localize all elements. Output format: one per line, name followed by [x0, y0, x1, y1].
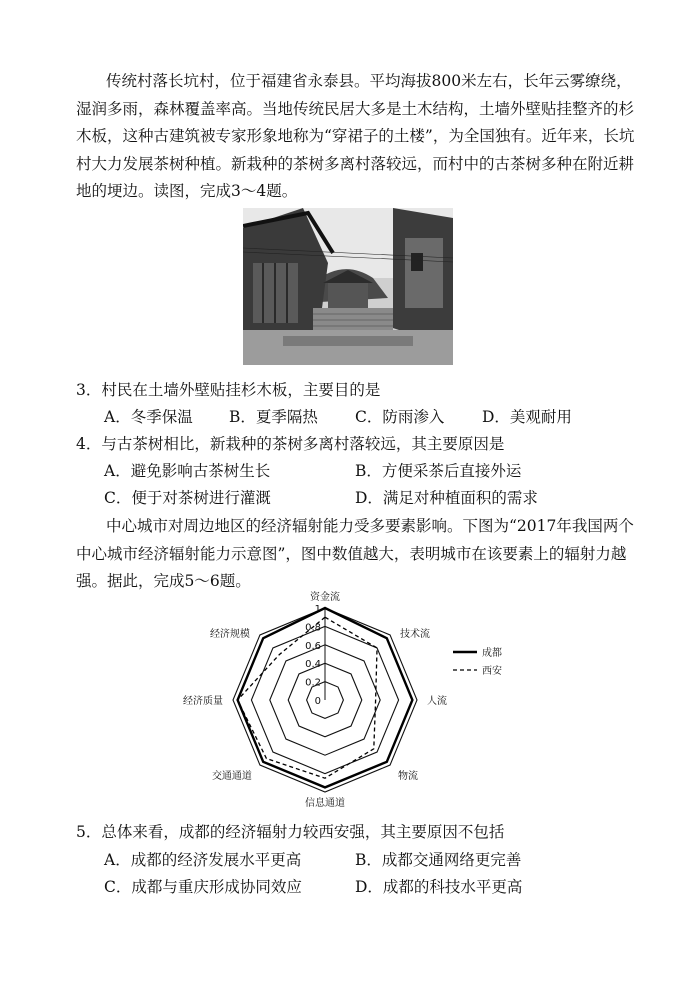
tick-label: 0 — [314, 696, 321, 707]
q4-option-b: B．方便采茶后直接外运 — [355, 462, 522, 480]
tick-label: 0.6 — [305, 640, 321, 652]
question-4-stem: 4．与古茶树相比，新栽种的茶树多离村落较远，其主要原因是 — [76, 435, 505, 453]
radar-chart — [170, 590, 520, 810]
tick-label: 0.2 — [305, 677, 321, 689]
q4-option-c: C．便于对茶树进行灌溉 — [104, 489, 271, 507]
passage-radiation: 中心城市对周边地区的经济辐射能力受多要素影响。下图为“2017年我国两个中心城市经济辐射能力示意图”，图中数值越大，表明城市在该要素上的辐射力越强。据此，完成5～6题。 — [76, 517, 634, 590]
q3-option-c: C．防雨渗入 — [355, 408, 445, 426]
passage-village: 传统村落长坑村，位于福建省永泰县。平均海拔800米左右，长年云雾缭绕，湿润多雨，森林覆盖率高。当地传统民居大多是土木结构，土墙外壁贴挂整齐的杉木板，这种古建筑被专家形象地称为“穿裙子的土楼”，为全国独有。近年来，长坑村大力发展茶树种植。新栽种的茶树多离村落较远，而村中的古茶树多种在附近耕地的埂边。读图，完成3～4题。 — [76, 72, 635, 200]
axis-label: 技术流 — [400, 628, 431, 640]
legend-label: 成都 — [482, 648, 502, 659]
q5-option-c: C．成都与重庆形成协同效应 — [104, 878, 302, 896]
tick-label: 0.4 — [305, 659, 321, 671]
q5-option-a: A．成都的经济发展水平更高 — [104, 851, 302, 869]
question-3-stem: 3．村民在土墙外壁贴挂杉木板，主要目的是 — [76, 381, 381, 399]
axis-label: 经济质量 — [183, 696, 223, 707]
legend-label: 西安 — [482, 666, 502, 677]
q4-option-a: A．避免影响古茶树生长 — [104, 462, 271, 480]
village-photo — [243, 208, 453, 365]
question-5-stem: 5．总体来看，成都的经济辐射力较西安强，其主要原因不包括 — [76, 823, 505, 841]
axis-label: 资金流 — [310, 592, 340, 603]
axis-label: 信息通道 — [305, 798, 345, 809]
q3-option-d: D．美观耐用 — [482, 408, 572, 426]
tick-label: 1 — [314, 604, 321, 615]
q5-option-d: D．成都的科技水平更高 — [355, 878, 523, 896]
axis-label: 交通通道 — [211, 771, 252, 783]
axis-label: 经济规模 — [209, 628, 250, 640]
axis-label: 物流 — [398, 771, 419, 783]
axis-label: 人流 — [427, 696, 447, 707]
tick-label: 0.8 — [305, 622, 321, 634]
q3-option-a: A．冬季保温 — [104, 408, 193, 426]
q3-option-b: B．夏季隔热 — [229, 408, 318, 426]
q4-option-d: D．满足对种植面积的需求 — [355, 489, 538, 507]
q5-option-b: B．成都交通网络更完善 — [355, 851, 522, 869]
